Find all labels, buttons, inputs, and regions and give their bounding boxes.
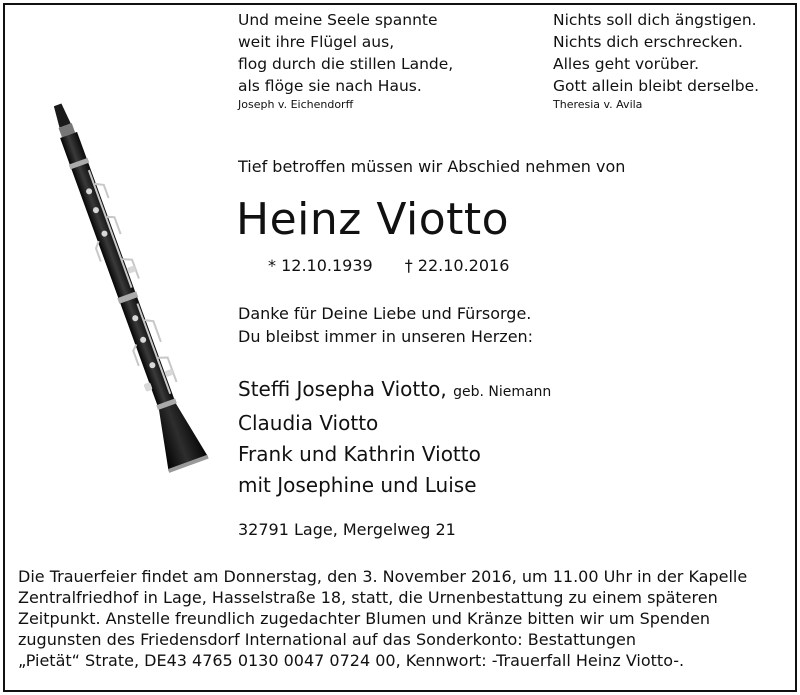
poem-line: Nichts soll dich ängstigen. xyxy=(553,11,757,29)
mourner: Frank und Kathrin Viotto xyxy=(238,442,481,466)
poem-eichendorff xyxy=(238,9,453,112)
mourner: Claudia Viotto xyxy=(238,411,379,435)
deceased-name: Heinz Viotto xyxy=(236,194,510,245)
ceremony-line: Die Trauerfeier findet am Donnerstag, den 3. November 2016, um 11.00 Uhr in der Kapelle xyxy=(18,567,748,586)
ceremony-line: zugunsten des Friedensdorf International auf das Sonderkonto: Bestattungen xyxy=(18,630,636,649)
poem-line: Nichts dich erschrecken. xyxy=(553,33,743,51)
clarinet-image xyxy=(30,85,230,490)
poem-line: Alles geht vorüber. xyxy=(553,55,700,73)
birth-date: * 12.10.1939 xyxy=(268,256,373,275)
ceremony-text xyxy=(18,566,788,671)
ceremony-line: Zentralfriedhof in Lage, Hasselstraße 18, statt, die Urnenbestattung zu einem späteren xyxy=(18,588,718,607)
death-date: † 22.10.2016 xyxy=(404,256,510,275)
poem-line: als flöge sie nach Haus. xyxy=(238,77,422,95)
mourner-name: Steffi Josepha Viotto, xyxy=(238,377,447,401)
life-dates xyxy=(268,256,509,275)
thanks-line: Danke für Deine Liebe und Fürsorge. xyxy=(238,304,532,323)
ceremony-line: „Pietät“ Strate, DE43 4765 0130 0047 0724 00, Kennwort: -Trauerfall Heinz Viotto-. xyxy=(18,651,685,670)
ceremony-line: Zeitpunkt. Anstelle freundlich zugedachter Blumen und Kränze bitten wir um Spenden xyxy=(18,609,711,628)
thanks-line: Du bleibst immer in unseren Herzen: xyxy=(238,327,534,346)
intro-text: Tief betroffen müssen wir Abschied nehmen von xyxy=(238,157,626,176)
poem-line: Gott allein bleibt derselbe. xyxy=(553,77,760,95)
poem-author: Theresia v. Avila xyxy=(553,98,643,111)
maiden-name-note: geb. Niemann xyxy=(453,384,552,400)
thanks-text xyxy=(238,302,533,348)
mourner xyxy=(238,374,551,408)
poem-avila xyxy=(553,9,759,112)
mourner: mit Josephine und Luise xyxy=(238,473,477,497)
poem-line: weit ihre Flügel aus, xyxy=(238,33,395,51)
poem-line: flog durch die stillen Lande, xyxy=(238,55,454,73)
poem-line: Und meine Seele spannte xyxy=(238,11,438,29)
poem-author: Joseph v. Eichendorff xyxy=(238,98,354,111)
mourners-list xyxy=(238,374,551,501)
address: 32791 Lage, Mergelweg 21 xyxy=(238,520,456,539)
